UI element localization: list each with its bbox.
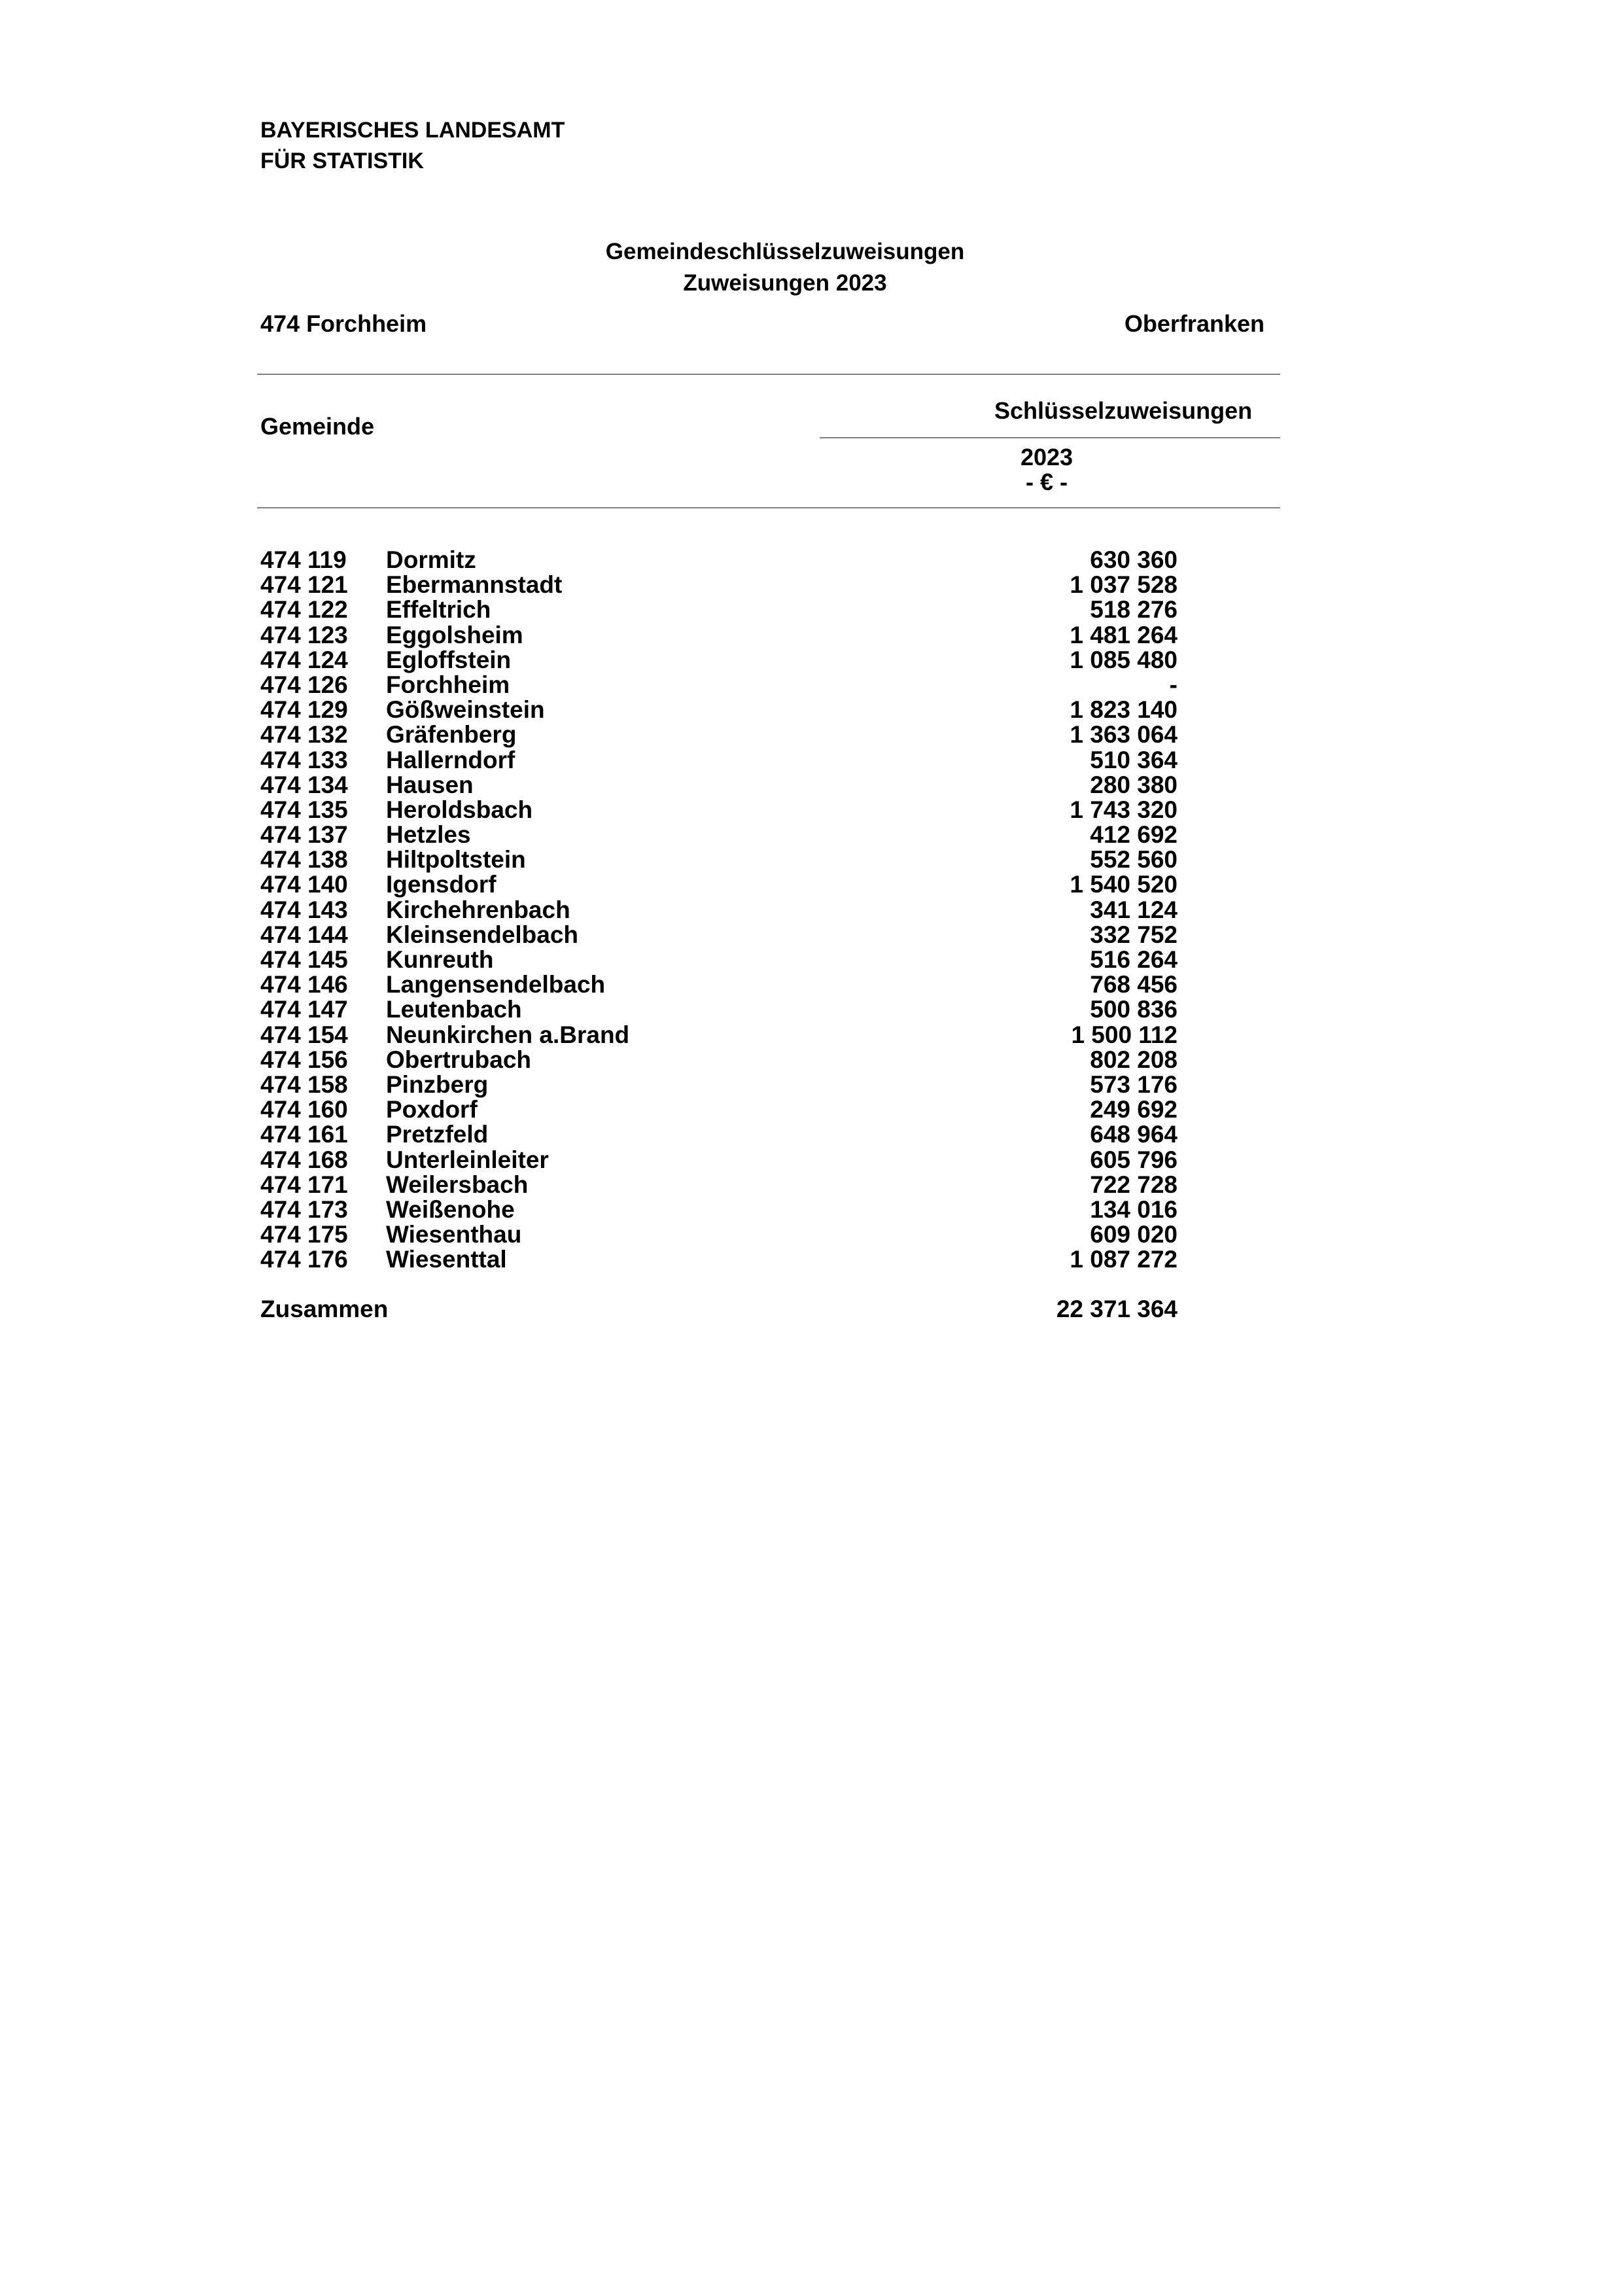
municipality-code: 474 145: [260, 946, 348, 973]
allocation-value: 802 208: [1090, 1046, 1178, 1073]
municipality-name: Weißenohe: [386, 1195, 515, 1223]
total-label: Zusammen: [260, 1296, 389, 1322]
agency-name-line1: BAYERISCHES LANDESAMT: [260, 118, 565, 143]
municipality-code: 474 160: [260, 1096, 348, 1123]
allocation-value: 1 085 480: [1070, 646, 1178, 673]
municipality-code: 474 146: [260, 971, 348, 998]
municipality-code: 474 134: [260, 771, 348, 798]
table-row: [0, 648, 1623, 673]
municipality-code: 474 133: [260, 746, 348, 773]
municipality-code: 474 122: [260, 596, 348, 624]
region-label: Oberfranken: [1124, 310, 1265, 337]
table-row: [0, 1023, 1623, 1048]
column-group-rule: [820, 437, 1280, 438]
allocation-value: 573 176: [1090, 1070, 1178, 1098]
table-row: [0, 773, 1623, 798]
table-row: [0, 1222, 1623, 1247]
municipality-name: Unterleinleiter: [386, 1146, 549, 1173]
allocation-value: 280 380: [1090, 771, 1178, 798]
table-row: [0, 1148, 1623, 1173]
municipality-name: Hiltpoltstein: [386, 846, 526, 874]
total-value: 22 371 364: [1056, 1296, 1178, 1322]
allocation-value: 516 264: [1090, 946, 1178, 973]
municipality-code: 474 121: [260, 571, 348, 599]
table-header-bottom-rule: [257, 507, 1280, 508]
municipality-name: Langensendelbach: [386, 971, 606, 998]
municipality-name: Egloffstein: [386, 646, 512, 673]
table-row: [0, 673, 1623, 698]
table-row: [0, 1072, 1623, 1097]
allocation-value: -: [1169, 671, 1178, 698]
municipality-name: Pretzfeld: [386, 1121, 489, 1148]
table-row: [0, 947, 1623, 972]
municipality-code: 474 132: [260, 721, 348, 749]
allocation-value: 249 692: [1090, 1096, 1178, 1123]
table-row: [0, 1097, 1623, 1122]
allocation-value: 1 540 520: [1070, 871, 1178, 898]
allocation-value: 552 560: [1090, 846, 1178, 874]
municipality-name: Hausen: [386, 771, 474, 798]
table-row: [0, 1122, 1623, 1147]
table-row: [0, 623, 1623, 648]
allocation-value: 518 276: [1090, 596, 1178, 624]
table-row: [0, 898, 1623, 923]
municipality-code: 474 143: [260, 896, 348, 923]
municipality-code: 474 119: [260, 546, 347, 573]
allocation-value: 500 836: [1090, 996, 1178, 1023]
municipality-code: 474 123: [260, 621, 348, 648]
municipality-code: 474 156: [260, 1046, 348, 1073]
municipality-name: Poxdorf: [386, 1096, 478, 1123]
column-header-schluesselzuweisungen: Schlüsselzuweisungen: [994, 397, 1253, 424]
table-row: [0, 722, 1623, 747]
allocation-value: 341 124: [1090, 896, 1178, 923]
table-row: [0, 1247, 1623, 1272]
allocation-value: 1 087 272: [1070, 1246, 1178, 1273]
allocation-value: 722 728: [1090, 1171, 1178, 1198]
table-row: [0, 847, 1623, 872]
municipality-code: 474 168: [260, 1146, 348, 1173]
table-row: [0, 597, 1623, 622]
municipality-code: 474 135: [260, 796, 348, 823]
allocation-value: 1 743 320: [1070, 796, 1178, 823]
municipality-name: Effeltrich: [386, 596, 491, 624]
allocation-value: 134 016: [1090, 1195, 1178, 1223]
municipality-name: Neunkirchen a.Brand: [386, 1021, 630, 1048]
municipality-name: Hetzles: [386, 821, 471, 849]
municipality-name: Hallerndorf: [386, 746, 515, 773]
municipality-name: Heroldsbach: [386, 796, 533, 823]
municipality-code: 474 176: [260, 1246, 348, 1273]
document-title: Gemeindeschlüsselzuweisungen: [605, 239, 965, 264]
document-subtitle: Zuweisungen 2023: [683, 270, 887, 296]
municipality-code: 474 144: [260, 921, 348, 948]
allocation-value: 1 363 064: [1070, 721, 1178, 749]
municipality-code: 474 154: [260, 1021, 348, 1048]
municipality-name: Leutenbach: [386, 996, 522, 1023]
allocation-value: 412 692: [1090, 821, 1178, 849]
municipality-code: 474 171: [260, 1171, 348, 1198]
municipality-code: 474 140: [260, 871, 348, 898]
allocation-value: 1 481 264: [1070, 621, 1178, 648]
table-row: [0, 698, 1623, 722]
municipality-code: 474 124: [260, 646, 348, 673]
municipality-name: Eggolsheim: [386, 621, 523, 648]
column-header-unit: - € -: [1025, 468, 1068, 495]
column-header-year: 2023: [1020, 444, 1073, 470]
municipality-name: Gräfenberg: [386, 721, 517, 749]
allocation-value: 510 364: [1090, 746, 1178, 773]
municipality-code: 474 126: [260, 671, 348, 698]
allocation-value: 768 456: [1090, 971, 1178, 998]
municipality-name: Kleinsendelbach: [386, 921, 579, 948]
municipality-code: 474 137: [260, 821, 348, 849]
municipality-code: 474 138: [260, 846, 348, 874]
municipality-name: Gößweinstein: [386, 696, 545, 724]
municipality-code: 474 175: [260, 1221, 348, 1248]
municipality-name: Kirchehrenbach: [386, 896, 570, 923]
table-row: [0, 1048, 1623, 1072]
allocation-value: 648 964: [1090, 1121, 1178, 1148]
table-top-rule: [257, 374, 1280, 375]
municipality-code: 474 129: [260, 696, 348, 724]
allocation-value: 609 020: [1090, 1221, 1178, 1248]
allocation-value: 1 037 528: [1070, 571, 1178, 599]
table-row: [0, 872, 1623, 897]
allocation-value: 1 823 140: [1070, 696, 1178, 724]
allocation-value: 1 500 112: [1071, 1021, 1178, 1048]
table-row: [0, 1173, 1623, 1197]
municipality-name: Ebermannstadt: [386, 571, 563, 599]
agency-name-line2: FÜR STATISTIK: [260, 149, 424, 173]
table-row: [0, 972, 1623, 997]
municipality-name: Igensdorf: [386, 871, 497, 898]
table-row: [0, 822, 1623, 847]
municipality-name: Wiesenttal: [386, 1246, 507, 1273]
municipality-name: Wiesenthau: [386, 1221, 522, 1248]
municipality-code: 474 161: [260, 1121, 348, 1148]
municipality-name: Kunreuth: [386, 946, 494, 973]
municipality-name: Obertrubach: [386, 1046, 532, 1073]
column-header-gemeinde: Gemeinde: [260, 413, 375, 440]
municipality-name: Dormitz: [386, 546, 476, 573]
table-row: [0, 923, 1623, 947]
allocation-value: 605 796: [1090, 1146, 1178, 1173]
allocation-value: 630 360: [1090, 546, 1178, 573]
table-row: [0, 548, 1623, 573]
table-row: [0, 997, 1623, 1022]
table-row: [0, 1197, 1623, 1222]
municipality-code: 474 147: [260, 996, 348, 1023]
district-label: 474 Forchheim: [260, 310, 427, 337]
municipality-name: Pinzberg: [386, 1070, 489, 1098]
table-row: [0, 573, 1623, 597]
municipality-list: [0, 548, 1623, 1272]
municipality-name: Weilersbach: [386, 1171, 529, 1198]
table-row: [0, 798, 1623, 822]
municipality-name: Forchheim: [386, 671, 510, 698]
municipality-code: 474 158: [260, 1070, 348, 1098]
municipality-code: 474 173: [260, 1195, 348, 1223]
table-row: [0, 748, 1623, 773]
allocation-value: 332 752: [1090, 921, 1178, 948]
